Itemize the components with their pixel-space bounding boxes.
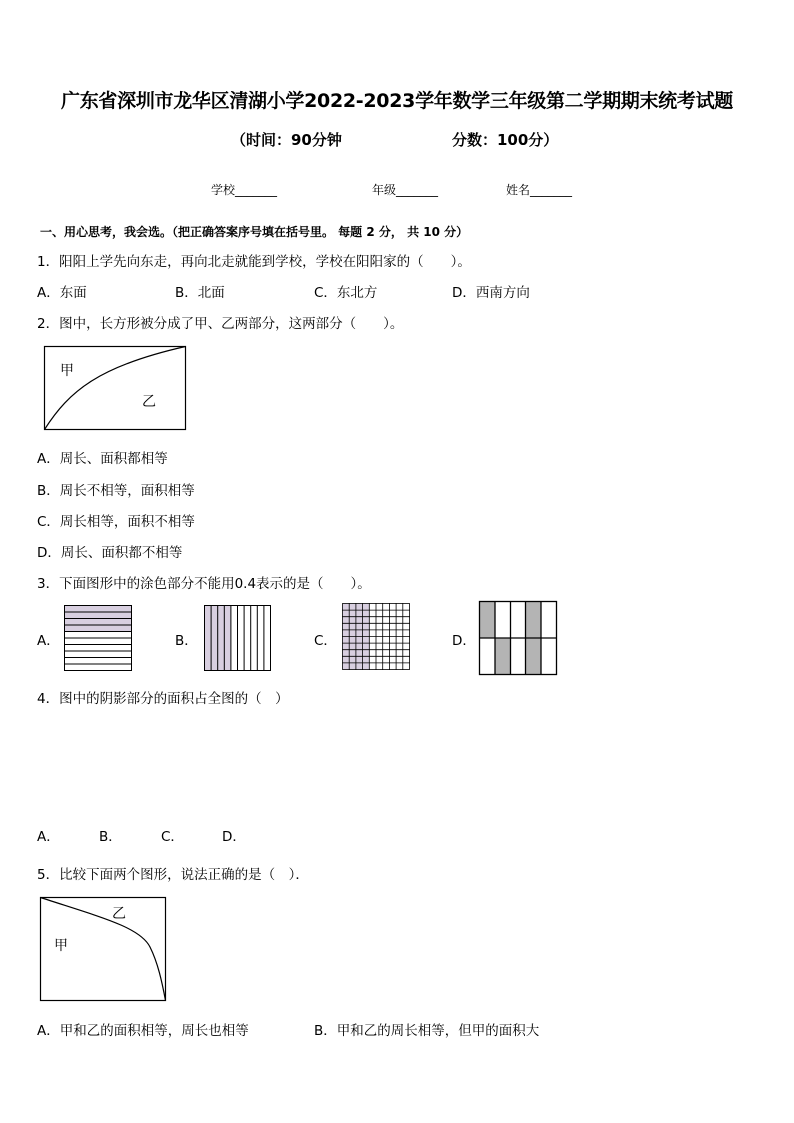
q2-label-yi: 乙 [142,394,156,410]
q3-option-c: C． [314,633,337,649]
q5-label-yi: 乙 [112,906,126,922]
q1-option-b: B．北面 [175,285,225,301]
q4-option-b: B． [99,829,122,845]
q2-rectangle-figure [44,346,186,430]
exam-time: （时间：90分钟 [231,131,342,149]
q3-figure-a [64,605,132,671]
q5-option-b: B．甲和乙的周长相等，但甲的面积大 [314,1023,540,1039]
exam-score: 分数：100分） [452,131,559,149]
question-1: 1．阳阳上学先向东走，再向北走就能到学校，学校在阳阳家的（ ）。 [37,254,471,270]
q5-option-a: A．甲和乙的面积相等，周长也相等 [37,1023,249,1039]
q4-option-a: A． [37,829,60,845]
question-5: 5．比较下面两个图形，说法正确的是（ ）． [37,867,309,883]
section-heading: 一、用心思考，我会选。（把正确答案序号填在括号里。 每题 2 分， 共 10 分） [40,225,469,239]
question-4: 4．图中的阴影部分的面积占全图的（ ） [37,691,289,707]
q2-option-d: D．周长、面积都不相等 [37,545,183,561]
q3-option-d: D． [452,633,476,649]
question-3: 3．下面图形中的涂色部分不能用0.4表示的是（ ）。 [37,576,371,592]
q2-label-jia: 甲 [60,363,74,379]
q4-option-c: C． [161,829,184,845]
q3-option-b: B． [175,633,198,649]
q1-option-a: A．东面 [37,285,87,301]
question-2: 2．图中，长方形被分成了甲、乙两部分，这两部分（ ）。 [37,316,404,332]
q3-figure-c [342,603,410,670]
q2-option-c: C．周长相等，面积不相等 [37,514,195,530]
q2-option-b: B．周长不相等，面积相等 [37,483,195,499]
q2-option-a: A．周长、面积都相等 [37,451,168,467]
q3-figure-d [479,601,557,675]
q5-label-jia: 甲 [54,938,68,954]
page-title: 广东省深圳市龙华区清湖小学2022-2023学年数学三年级第二学期期末统考试题 [61,90,733,112]
school-field: 学校_______ [211,183,278,197]
grade-field: 年级_______ [372,183,439,197]
q3-option-a: A． [37,633,60,649]
q1-option-d: D．西南方向 [452,285,530,301]
name-field: 姓名_______ [506,183,573,197]
q3-figure-b [204,605,271,671]
q4-option-d: D． [222,829,246,845]
q1-option-c: C．东北方 [314,285,378,301]
